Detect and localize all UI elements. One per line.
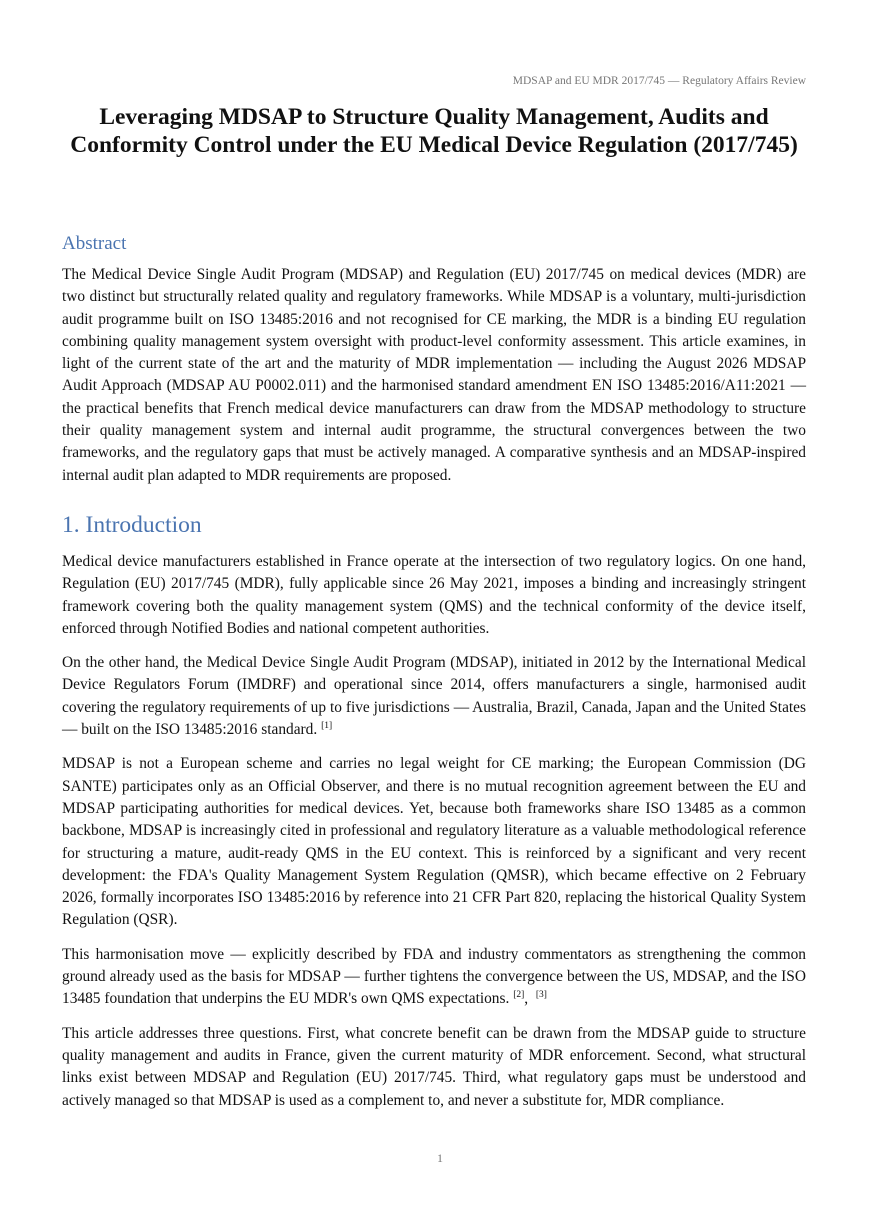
citation-ref-3[interactable]: [3] <box>535 990 547 1001</box>
intro-paragraph-1: Medical device manufacturers established in France operate at the intersection of two regulatory logics. On one hand, Regulation (EU) 2017/745 (MDR), fully applicable since 26 May 2021, imposes a binding and increasingly stringent framework covering both the quality management system (QMS) and the technical conformity of the device itself, enforced through Notified Bodies and national competent authorities. <box>62 553 806 637</box>
citation-ref-2[interactable]: [2] <box>513 990 525 1001</box>
abstract-heading: Abstract <box>62 233 127 254</box>
introduction-section <box>62 551 806 1124</box>
page-number: 1 <box>437 1151 443 1165</box>
intro-paragraph-4 <box>62 944 806 1011</box>
abstract-section <box>62 264 806 487</box>
intro-paragraph-4-text: This harmonisation move — explicitly described by FDA and industry commentators as strengthening the common ground already used as the basis for MDSAP — further tightens the convergence between the US, MDSAP, and the ISO 13485 foundation that underpins the EU MDR's own QMS expectations. <box>62 945 806 1008</box>
citation-ref-1[interactable]: [1] <box>321 720 333 731</box>
running-header: MDSAP and EU MDR 2017/745 — Regulatory Affairs Review <box>512 75 806 87</box>
introduction-heading: 1. Introduction <box>62 512 202 538</box>
intro-paragraph-2 <box>62 652 806 741</box>
intro-paragraph-5: This article addresses three questions. First, what concrete benefit can be drawn from the MDSAP guide to structure quality management and audits in France, given the current maturity of MDR enforcement. Second, what structural links exist between MDSAP and Regulation (EU) 2017/745. Third, what regulatory gaps must be understood and actively managed so that MDSAP is used as a complement to, and never a substitute for, MDR compliance. <box>62 1024 806 1109</box>
intro-paragraph-3: MDSAP is not a European scheme and carries no legal weight for CE marking; the European Commission (DG SANTE) participates only as an Official Observer, and there is no mutual recognition agreement between the EU and MDSAP participating authorities for medical devices. Yet, because both frameworks share ISO 13485 as a common backbone, MDSAP is increasingly cited in professional and regulatory literature as a valuable methodological reference for structuring a mature, audit-ready QMS in the EU context. This is reinforced by a significant and very recent development: the FDA's Quality Management System Regulation (QMSR), which became effective on 2 February 2026, formally incorporates ISO 13485:2016 by reference into 21 CFR Part 820, replacing the historical Quality System Regulation (QSR). <box>62 755 806 929</box>
citation-separator: , <box>524 990 529 1008</box>
abstract-paragraph: The Medical Device Single Audit Program (MDSAP) and Regulation (EU) 2017/745 on medical devices (MDR) are two distinct but structurally related quality and regulatory frameworks. While MDSAP is a voluntary, multi-jurisdiction audit programme built on ISO 13485:2016 and not recognised for CE marking, the MDR is a binding EU regulation combining quality management system oversight with product-level conformity assessment. This article examines, in light of the current state of the art and the maturity of MDR implementation — including the August 2026 MDSAP Audit Approach (MDSAP AU P0002.011) and the harmonised standard amendment EN ISO 13485:2016/A11:2021 — the practical benefits that French medical device manufacturers can draw from the MDSAP methodology to structure their quality management system and internal audit programme, the structural convergences between the two frameworks, and the regulatory gaps that must be actively managed. A comparative synthesis and an MDSAP-inspired internal audit plan adapted to MDR requirements are proposed. <box>62 266 806 484</box>
intro-paragraph-2-text: On the other hand, the Medical Device Single Audit Program (MDSAP), initiated in 2012 by the International Medical Device Regulators Forum (IMDRF) and operational since 2014, offers manufacturers a single, harmonised audit covering the regulatory requirements of up to five jurisdictions — Australia, Brazil, Canada, Japan and the United States — built on the ISO 13485:2016 standard. <box>62 654 806 739</box>
article-title: Leveraging MDSAP to Structure Quality Management, Audits and Conformity Control under the EU Medical Device Regulation (2017/745) <box>70 104 798 158</box>
